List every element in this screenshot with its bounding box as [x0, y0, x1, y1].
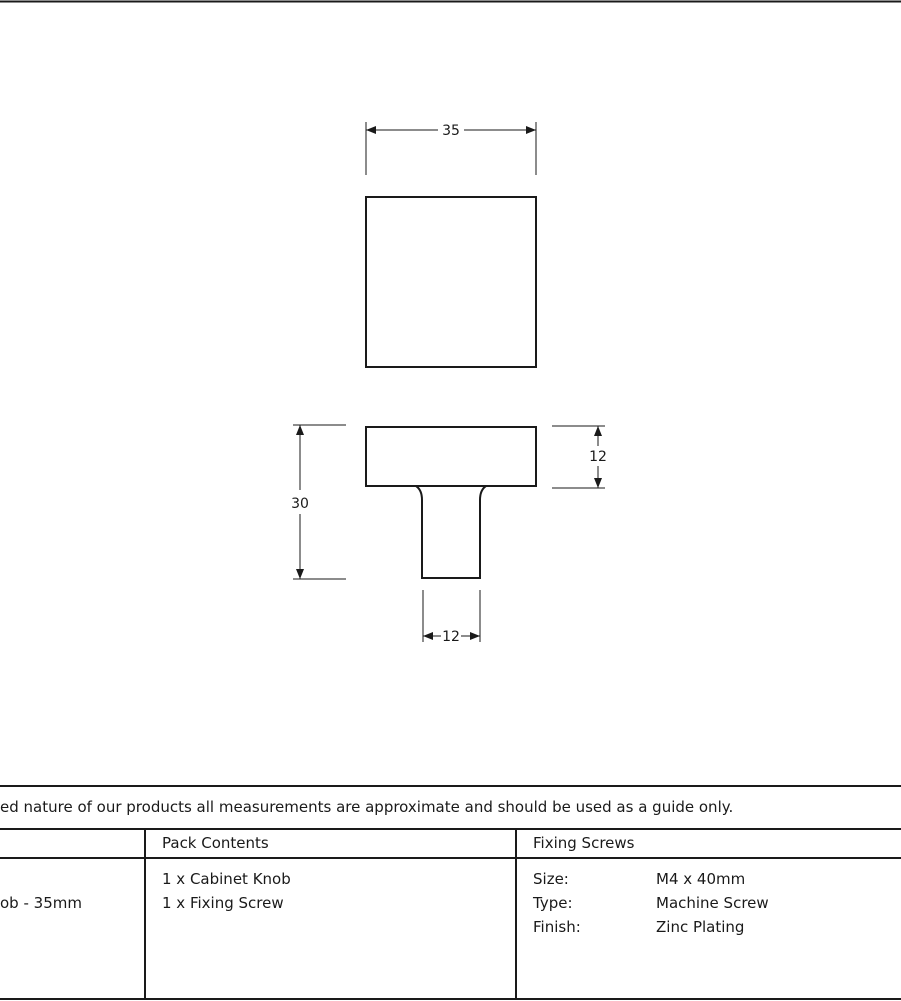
screw-finish-label: Finish:	[533, 918, 581, 936]
stem-dimension-label: 12	[442, 629, 460, 645]
side-view	[291, 425, 607, 645]
measurement-notice: ed nature of our products all measurements are approximate and should be used as a guide only.	[0, 798, 734, 816]
screw-type-label: Type:	[533, 894, 573, 912]
pack-contents-item: 1 x Fixing Screw	[162, 894, 284, 912]
width-dimension-label: 35	[442, 123, 460, 139]
screw-finish-value: Zinc Plating	[656, 918, 745, 936]
screw-size-value: M4 x 40mm	[656, 870, 746, 888]
fixing-screws-header: Fixing Screws	[533, 834, 635, 852]
knob-head	[366, 427, 536, 486]
thickness-dimension-label: 12	[589, 449, 607, 465]
screw-size-label: Size:	[533, 870, 569, 888]
height-dimension-label: 30	[291, 496, 309, 512]
product-name: ob - 35mm	[0, 894, 82, 912]
knob-top-square	[366, 197, 536, 367]
top-view	[366, 122, 536, 367]
screw-type-value: Machine Screw	[656, 894, 769, 912]
pack-contents-header: Pack Contents	[162, 834, 269, 852]
pack-contents-item: 1 x Cabinet Knob	[162, 870, 291, 888]
knob-stem	[416, 486, 486, 578]
